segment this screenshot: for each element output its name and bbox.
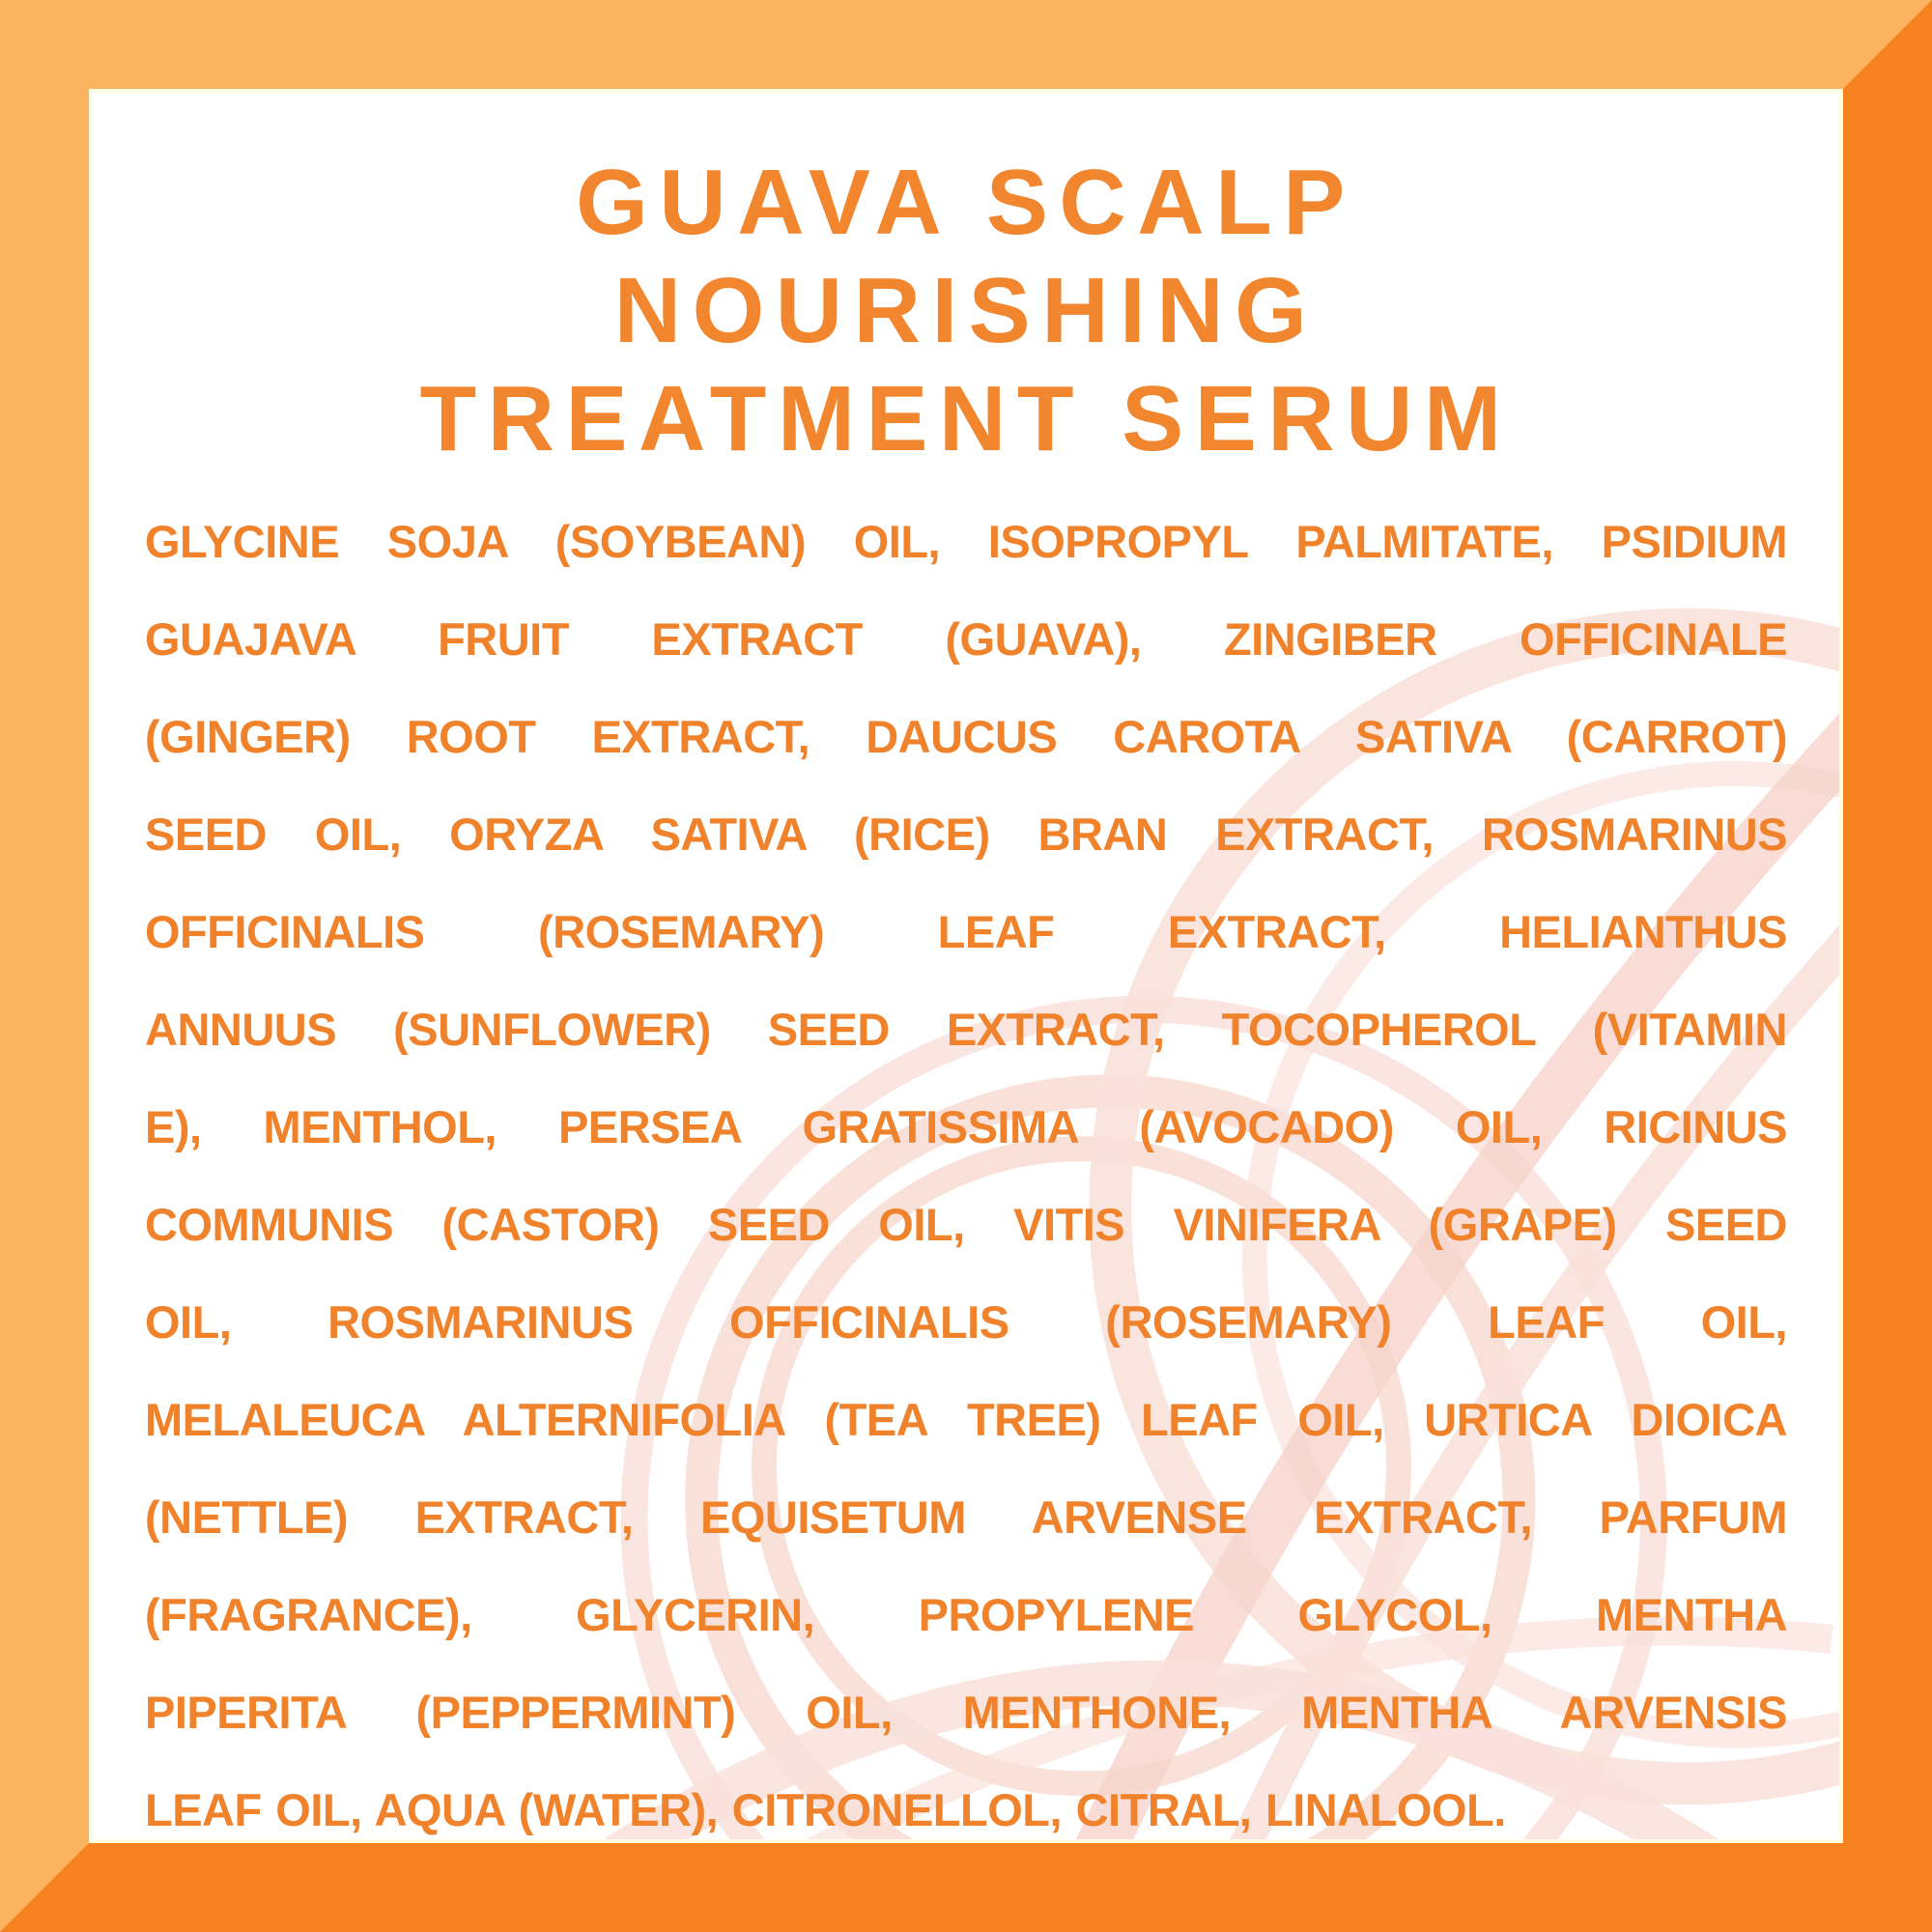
ingredients-line: (GINGER) ROOT EXTRACT, DAUCUS CAROTA SATIVA (CARROT) (145, 711, 1787, 762)
ingredients-list (145, 493, 1787, 1843)
ingredients-line: MELALEUCA ALTERNIFOLIA (TEA TREE) LEAF OIL, URTICA DIOICA (145, 1394, 1787, 1445)
product-title-line-3: TREATMENT SERUM (419, 367, 1513, 470)
label-content (93, 93, 1839, 1839)
ingredients-line: ANNUUS (SUNFLOWER) SEED EXTRACT, TOCOPHEROL (VITAMIN (145, 1004, 1787, 1055)
ingredients-line: COMMUNIS (CASTOR) SEED OIL, VITIS VINIFERA (GRAPE) SEED (145, 1199, 1787, 1250)
ingredients-line: OIL, ROSMARINUS OFFICINALIS (ROSEMARY) LEAF OIL, (145, 1296, 1787, 1348)
ingredients-line: (NETTLE) EXTRACT, EQUISETUM ARVENSE EXTRACT, PARFUM (145, 1492, 1787, 1543)
product-title-line-2: NOURISHING (613, 259, 1319, 362)
product-title (145, 149, 1787, 473)
ingredients-line: SEED OIL, ORYZA SATIVA (RICE) BRAN EXTRACT, ROSMARINUS (145, 809, 1787, 860)
ingredients-line: LEAF OIL, AQUA (WATER), CITRONELLOL, CITRAL, LINALOOL. (145, 1784, 1506, 1835)
ingredients-line: E), MENTHOL, PERSEA GRATISSIMA (AVOCADO) OIL, RICINUS (145, 1101, 1787, 1152)
ingredients-line: PIPERITA (PEPPERMINT) OIL, MENTHONE, MENTHA ARVENSIS (145, 1687, 1787, 1738)
ingredients-line: (FRAGRANCE), GLYCERIN, PROPYLENE GLYCOL, MENTHA (145, 1589, 1787, 1640)
ingredients-line: GLYCINE SOJA (SOYBEAN) OIL, ISOPROPYL PALMITATE, PSIDIUM (145, 516, 1787, 567)
ingredients-line: OFFICINALIS (ROSEMARY) LEAF EXTRACT, HELIANTHUS (145, 906, 1787, 957)
ingredients-line: GUAJAVA FRUIT EXTRACT (GUAVA), ZINGIBER OFFICINALE (145, 613, 1787, 665)
product-title-line-1: GUAVA SCALP (576, 151, 1356, 254)
label-card (89, 89, 1843, 1843)
